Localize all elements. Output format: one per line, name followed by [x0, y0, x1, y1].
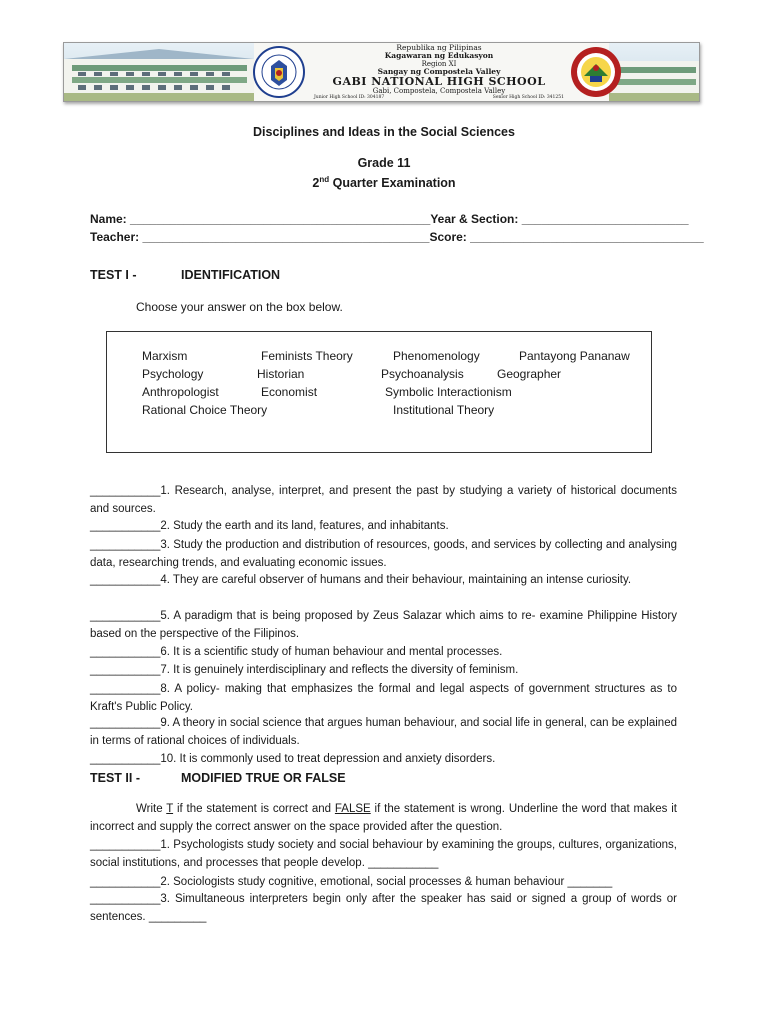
option-item: Rational Choice Theory — [142, 403, 268, 417]
option-item: Phenomenology — [393, 349, 480, 363]
question-item[interactable]: ___________3. Study the production and distribution of resources, goods, and services by collecting and analysing data, researching trends, and evaluating economic issues. — [90, 539, 677, 569]
tf-item[interactable]: ___________2. Sociologists study cognitive, emotional, social processes & human behaviour _______ — [90, 876, 613, 888]
quarter-suffix: nd — [319, 175, 330, 184]
option-item: Pantayong Pananaw — [519, 349, 630, 363]
option-item: Symbolic Interactionism — [385, 385, 512, 399]
question-item[interactable]: ___________9. A theory in social science that argues human behaviour, and social life in general, can be explained in terms of rational choices of individuals. — [90, 717, 677, 747]
deped-seal-logo — [253, 46, 305, 98]
option-item: Institutional Theory — [393, 403, 495, 417]
school-name: GABI NATIONAL HIGH SCHOOL — [332, 75, 546, 88]
option-item: Geographer — [497, 367, 562, 381]
instr-t: T — [166, 803, 174, 815]
name-field[interactable]: Name: _____________________________________________Year & Section: _________________________ — [90, 212, 689, 226]
jhs-id: Junior High School ID: 304187 — [314, 95, 385, 100]
division-text: Sangay ng Compostela Valley — [377, 67, 501, 76]
subject-title: Disciplines and Ideas in the Social Sciences — [253, 125, 515, 139]
instr-part: if the statement is correct and — [173, 803, 335, 815]
test2-label: TEST II - — [90, 771, 140, 785]
test1-label: TEST I - — [90, 268, 137, 282]
question-item[interactable]: ___________4. They are careful observer of humans and their behaviour, maintaining an intense curiosity. — [90, 574, 632, 586]
option-item: Psychology — [142, 367, 204, 381]
quarter-title — [0, 175, 768, 190]
question-item[interactable]: ___________10. It is commonly used to treat depression and anxiety disorders. — [90, 753, 496, 765]
quarter-number: 2 — [312, 176, 320, 191]
test2-instruction — [90, 801, 677, 836]
question-item[interactable]: ___________8. A policy- making that emphasizes the formal and legal aspects of government structures as to Kraft's Public Policy. — [90, 683, 677, 713]
option-item: Anthropologist — [142, 385, 219, 399]
question-item[interactable]: ___________7. It is genuinely interdisciplinary and reflects the diversity of feminism. — [90, 664, 519, 676]
school-seal-logo — [570, 46, 622, 98]
school-address: Gabi, Compostela, Compostela Valley — [372, 87, 506, 95]
region-text: Region XI — [421, 60, 457, 68]
test1-instruction: Choose your answer on the box below. — [136, 300, 343, 314]
tf-item[interactable]: ___________1. Psychologists study society and social behaviour by examining the groups, cultures, organizations, social institutions, and processes that people develop. ___________ — [90, 839, 677, 869]
grade-title: Grade 11 — [357, 156, 411, 170]
quarter-text: Quarter Examination — [329, 176, 456, 191]
instr-part: if the statement is wrong. Underline the word that makes it incorrect and supply the correct answer on the space provided after the question. — [90, 803, 677, 833]
instr-false: FALSE — [334, 803, 371, 815]
banner-heading — [310, 43, 568, 101]
tf-item[interactable]: ___________3. Simultaneous interpreters begin only after the speaker has said or signed a group of words or sentences. _________ — [90, 893, 677, 923]
instr-part: Write — [136, 803, 167, 815]
department-text: Kagawaran ng Edukasyon — [384, 51, 494, 60]
question-item[interactable]: ___________2. Study the earth and its land, features, and inhabitants. — [90, 520, 449, 532]
option-item: Historian — [257, 367, 305, 381]
test1-title: IDENTIFICATION — [181, 268, 281, 282]
test2-title: MODIFIED TRUE OR FALSE — [181, 771, 346, 785]
option-item: Feminists Theory — [261, 349, 353, 363]
option-item: Marxism — [142, 349, 188, 363]
question-item[interactable]: ___________5. A paradigm that is being proposed by Zeus Salazar which aims to re- examine Philippine History based on the perspective of the Filipinos. — [90, 610, 677, 640]
teacher-field[interactable]: Teacher: ___________________________________________Score: ___________________________________ — [90, 230, 704, 244]
option-item: Economist — [261, 385, 318, 399]
question-item[interactable]: ___________1. Research, analyse, interpret, and present the past by studying a variety of historical documents and sources. — [90, 485, 677, 515]
country-text: Republika ng Pilipinas — [396, 43, 482, 52]
shs-id: Senior High School ID: 341251 — [492, 95, 564, 100]
option-item: Psychoanalysis — [381, 367, 464, 381]
question-item[interactable]: ___________6. It is a scientific study of human behaviour and mental processes. — [90, 646, 503, 658]
